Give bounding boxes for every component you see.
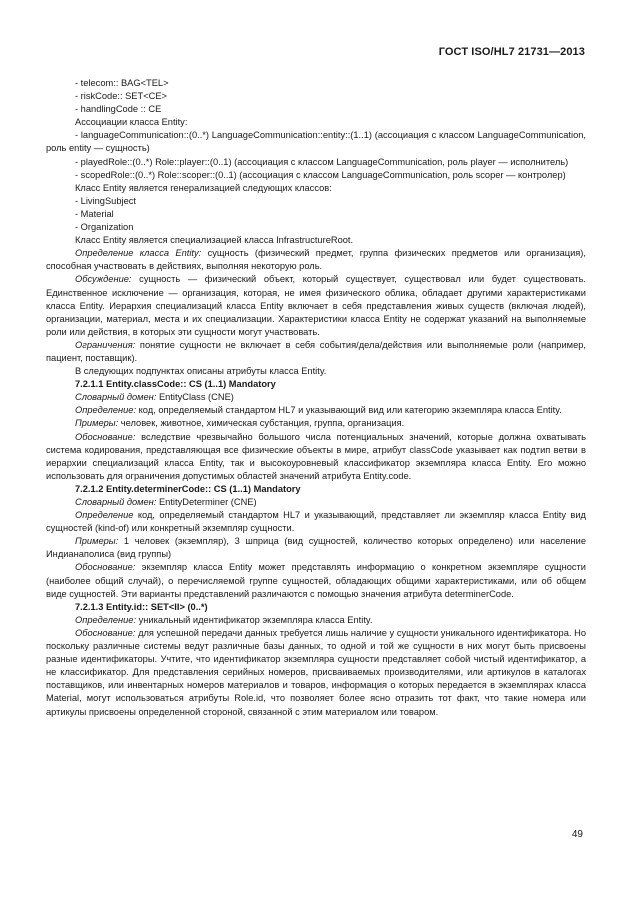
paragraph-text: Класс Entity является специализацией класса InfrastructureRoot.: [75, 235, 354, 246]
paragraph-text: код, определяемый стандартом HL7 и указывающий вид или категорию экземпляра класса Entity.: [136, 405, 562, 416]
paragraph: [46, 535, 586, 561]
paragraph: [46, 77, 586, 90]
paragraph: [46, 614, 586, 627]
paragraph-text: сущность — физический объект, который существует, существовал или будет существовать. Единственное исключение — организация, которая, не имея физического облика, обладает другими характеристиками класса Entity. Иерархия специализаций класса Entity включает в себя представления живых существ (включая людей), организации, материал, места и их специализации. Характеристики класса Entity не содержат указаний на выполняемые роли или действия, в которых эти сущности могут участвовать.: [46, 274, 586, 337]
paragraph-text: понятие сущности не включает в себя события/дела/действия или выполняемые роли (например, пациент, поставщик).: [46, 339, 586, 363]
section-heading: [46, 483, 586, 496]
paragraph: [46, 182, 586, 195]
paragraph: [46, 496, 586, 509]
page-number: 49: [571, 829, 583, 840]
paragraph: [46, 391, 586, 404]
paragraph-label: Словарный домен:: [75, 392, 157, 403]
paragraph-text: код, определяемый стандартом HL7 и указывающий, представляет ли экземпляр класса Entity вид сущностей (kind-of) или конкретный экземпляр сущности.: [46, 510, 586, 534]
paragraph-text: - Organization: [75, 222, 134, 233]
paragraph-text: человек, животное, химическая субстанция, группа, организация.: [118, 418, 405, 429]
document-body: [46, 77, 586, 719]
section-heading: [46, 378, 586, 391]
paragraph-text: 1 человек (экземпляр), 3 шприца (вид сущностей, количество которых определено) или население Индианаполиса (вид группы): [46, 536, 586, 560]
paragraph-label: Ограничения:: [75, 339, 136, 350]
document-header: ГОСТ ISO/HL7 21731—2013: [438, 46, 585, 58]
paragraph: [46, 561, 586, 600]
paragraph-text: вследствие чрезвычайно большого числа потенциальных значений, которые должна охватывать система кодирования, представляющая все физические объекты в мире, атрибут classCode указывает как подтип ветви в иерархии специализаций класса Entity, так и высокоуровневый классификатор экземпляра класса Entity. Его можно использовать для ограничения допустимых областей значений атрибута Entity.code.: [46, 431, 586, 481]
paragraph: [46, 273, 586, 338]
paragraph-text: - LivingSubject: [75, 195, 136, 206]
paragraph: [46, 169, 586, 182]
paragraph: [46, 234, 586, 247]
paragraph-text: - Material: [75, 208, 114, 219]
paragraph: [46, 208, 586, 221]
paragraph: [46, 195, 586, 208]
paragraph-text: - playedRole::(0..*) Role::player::(0..1) (ассоциация с классом LanguageCommunication, роль player — исполнитель): [75, 156, 569, 167]
paragraph-label: Определение: [75, 510, 134, 521]
paragraph-text: 7.2.1.1 Entity.classCode:: CS (1..1) Mandatory: [75, 379, 276, 390]
paragraph-text: EntityDeterminer (CNE): [156, 497, 257, 507]
paragraph-text: - scopedRole::(0..*) Role::scoper::(0..1) (ассоциация с классом LanguageCommunication, роль scoper — контролер): [75, 169, 566, 180]
paragraph-label: Обоснование:: [75, 627, 136, 638]
paragraph-text: В следующих подпунктах описаны атрибуты класса Entity.: [75, 366, 327, 377]
paragraph-text: Класс Entity является генерализацией следующих классов:: [75, 182, 332, 193]
paragraph: [46, 247, 586, 273]
paragraph-label: Словарный домен:: [75, 497, 157, 507]
paragraph: [46, 116, 586, 129]
paragraph-label: Обсуждение:: [75, 274, 132, 285]
paragraph-label: Определение:: [75, 405, 137, 416]
paragraph: [46, 103, 586, 116]
paragraph: [46, 404, 586, 417]
paragraph: [46, 90, 586, 103]
section-heading: [46, 601, 586, 614]
paragraph-text: 7.2.1.2 Entity.determinerCode:: CS (1..1) Mandatory: [75, 483, 301, 494]
paragraph-text: 7.2.1.3 Entity.id:: SET<II> (0..*): [75, 601, 208, 612]
paragraph-label: Обоснование:: [75, 431, 136, 442]
paragraph: [46, 417, 586, 430]
paragraph: [46, 509, 586, 535]
paragraph-label: Определение класса Entity:: [75, 248, 202, 259]
paragraph-label: Примеры:: [75, 418, 119, 429]
paragraph-text: экземпляр класса Entity может представлять информацию о конкретном экземпляре сущности (наиболее общий случай), о перечисляемой группе сущностей, обладающих общими характеристиками, или об общем виде сущностей. Эти варианты представлений различаются с помощью значения атрибута determinerCode.: [46, 562, 586, 599]
paragraph: [46, 431, 586, 483]
paragraph: [46, 339, 586, 365]
paragraph: [46, 627, 586, 719]
paragraph-text: - handlingCode :: CE: [75, 104, 162, 115]
paragraph-text: - telecom:: BAG<TEL>: [75, 78, 169, 88]
paragraph-text: сущность (физический предмет, группа физических предметов или организация), способная участвовать в действиях, выполняя некоторую роль.: [46, 248, 586, 272]
paragraph: [46, 156, 586, 169]
paragraph-text: уникальный идентификатор экземпляра класса Entity.: [136, 614, 373, 625]
paragraph-text: - riskCode:: SET<CE>: [75, 91, 167, 102]
paragraph-text: EntityClass (CNE): [156, 392, 234, 403]
paragraph-text: для успешной передачи данных требуется лишь наличие у сущности уникального идентификатора. Но поскольку различные системы ведут различные базы данных, то одной и той же сущности в них могут быть присвоены разные идентификаторы. Учтите, что идентификатор экземпляра сущности представляет собой чистый идентификатор, а не классификатор. Для представления серийных номеров, присваиваемых производителями, или артикулов в каталогах поставщиков, или инвентарных номеров материалов и товаров, информация о которых передается в экземплярах класса Material, могут использоваться атрибуты Role.id, что позволяет более ясно отразить тот факт, что такие номера или артикулы присвоены определенной стороной, связанной с этим материалом или товаром.: [46, 627, 586, 717]
paragraph: [46, 365, 586, 378]
paragraph-label: Обоснование:: [75, 562, 136, 573]
paragraph-text: Ассоциации класса Entity:: [75, 117, 188, 128]
paragraph: [46, 221, 586, 234]
paragraph-label: Определение:: [75, 614, 137, 625]
paragraph-label: Примеры:: [75, 536, 119, 547]
paragraph-text: - languageCommunication::(0..*) LanguageCommunication::entity::(1..1) (ассоциация с классом LanguageCommunication, роль entity — сущность): [46, 130, 586, 154]
paragraph: [46, 129, 586, 155]
